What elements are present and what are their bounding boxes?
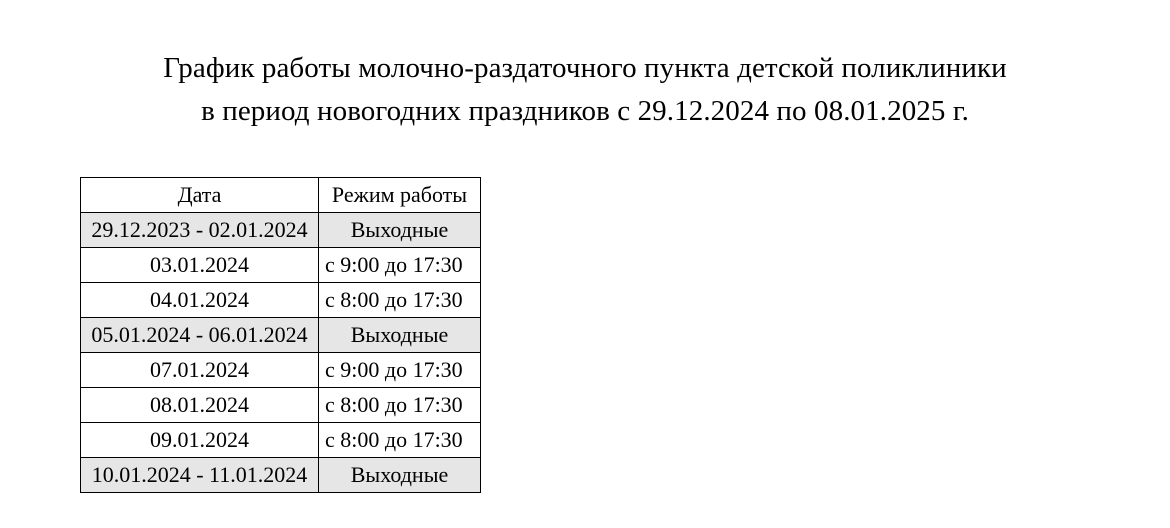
- cell-date: 05.01.2024 - 06.01.2024: [81, 318, 319, 353]
- cell-date: 09.01.2024: [81, 423, 319, 458]
- schedule-table-container: [0, 177, 1170, 493]
- cell-date: 03.01.2024: [81, 248, 319, 283]
- cell-mode: с 8:00 до 17:30: [319, 283, 481, 318]
- cell-date: 04.01.2024: [81, 283, 319, 318]
- cell-mode: с 9:00 до 17:30: [319, 353, 481, 388]
- cell-mode: с 9:00 до 17:30: [319, 248, 481, 283]
- cell-mode: Выходные: [319, 213, 481, 248]
- page-title-line-2: в период новогодних праздников с 29.12.2024 по 08.01.2025 г.: [201, 95, 969, 127]
- table-row: [81, 458, 481, 493]
- schedule-table-body: [81, 213, 481, 493]
- table-row: [81, 248, 481, 283]
- table-row: [81, 388, 481, 423]
- cell-mode: Выходные: [319, 318, 481, 353]
- page-title-line-1: График работы молочно-раздаточного пункта детской поликлиники: [163, 52, 1007, 84]
- column-header-mode: Режим работы: [319, 178, 481, 213]
- table-row: [81, 353, 481, 388]
- cell-mode: Выходные: [319, 458, 481, 493]
- page-title: [0, 0, 1170, 133]
- table-row: [81, 318, 481, 353]
- table-row: [81, 213, 481, 248]
- cell-date: 07.01.2024: [81, 353, 319, 388]
- cell-mode: с 8:00 до 17:30: [319, 388, 481, 423]
- cell-date: 10.01.2024 - 11.01.2024: [81, 458, 319, 493]
- column-header-date: Дата: [81, 178, 319, 213]
- table-row: [81, 423, 481, 458]
- cell-date: 08.01.2024: [81, 388, 319, 423]
- cell-mode: с 8:00 до 17:30: [319, 423, 481, 458]
- schedule-table: [80, 177, 481, 493]
- table-row: [81, 283, 481, 318]
- table-header-row: [81, 178, 481, 213]
- cell-date: 29.12.2023 - 02.01.2024: [81, 213, 319, 248]
